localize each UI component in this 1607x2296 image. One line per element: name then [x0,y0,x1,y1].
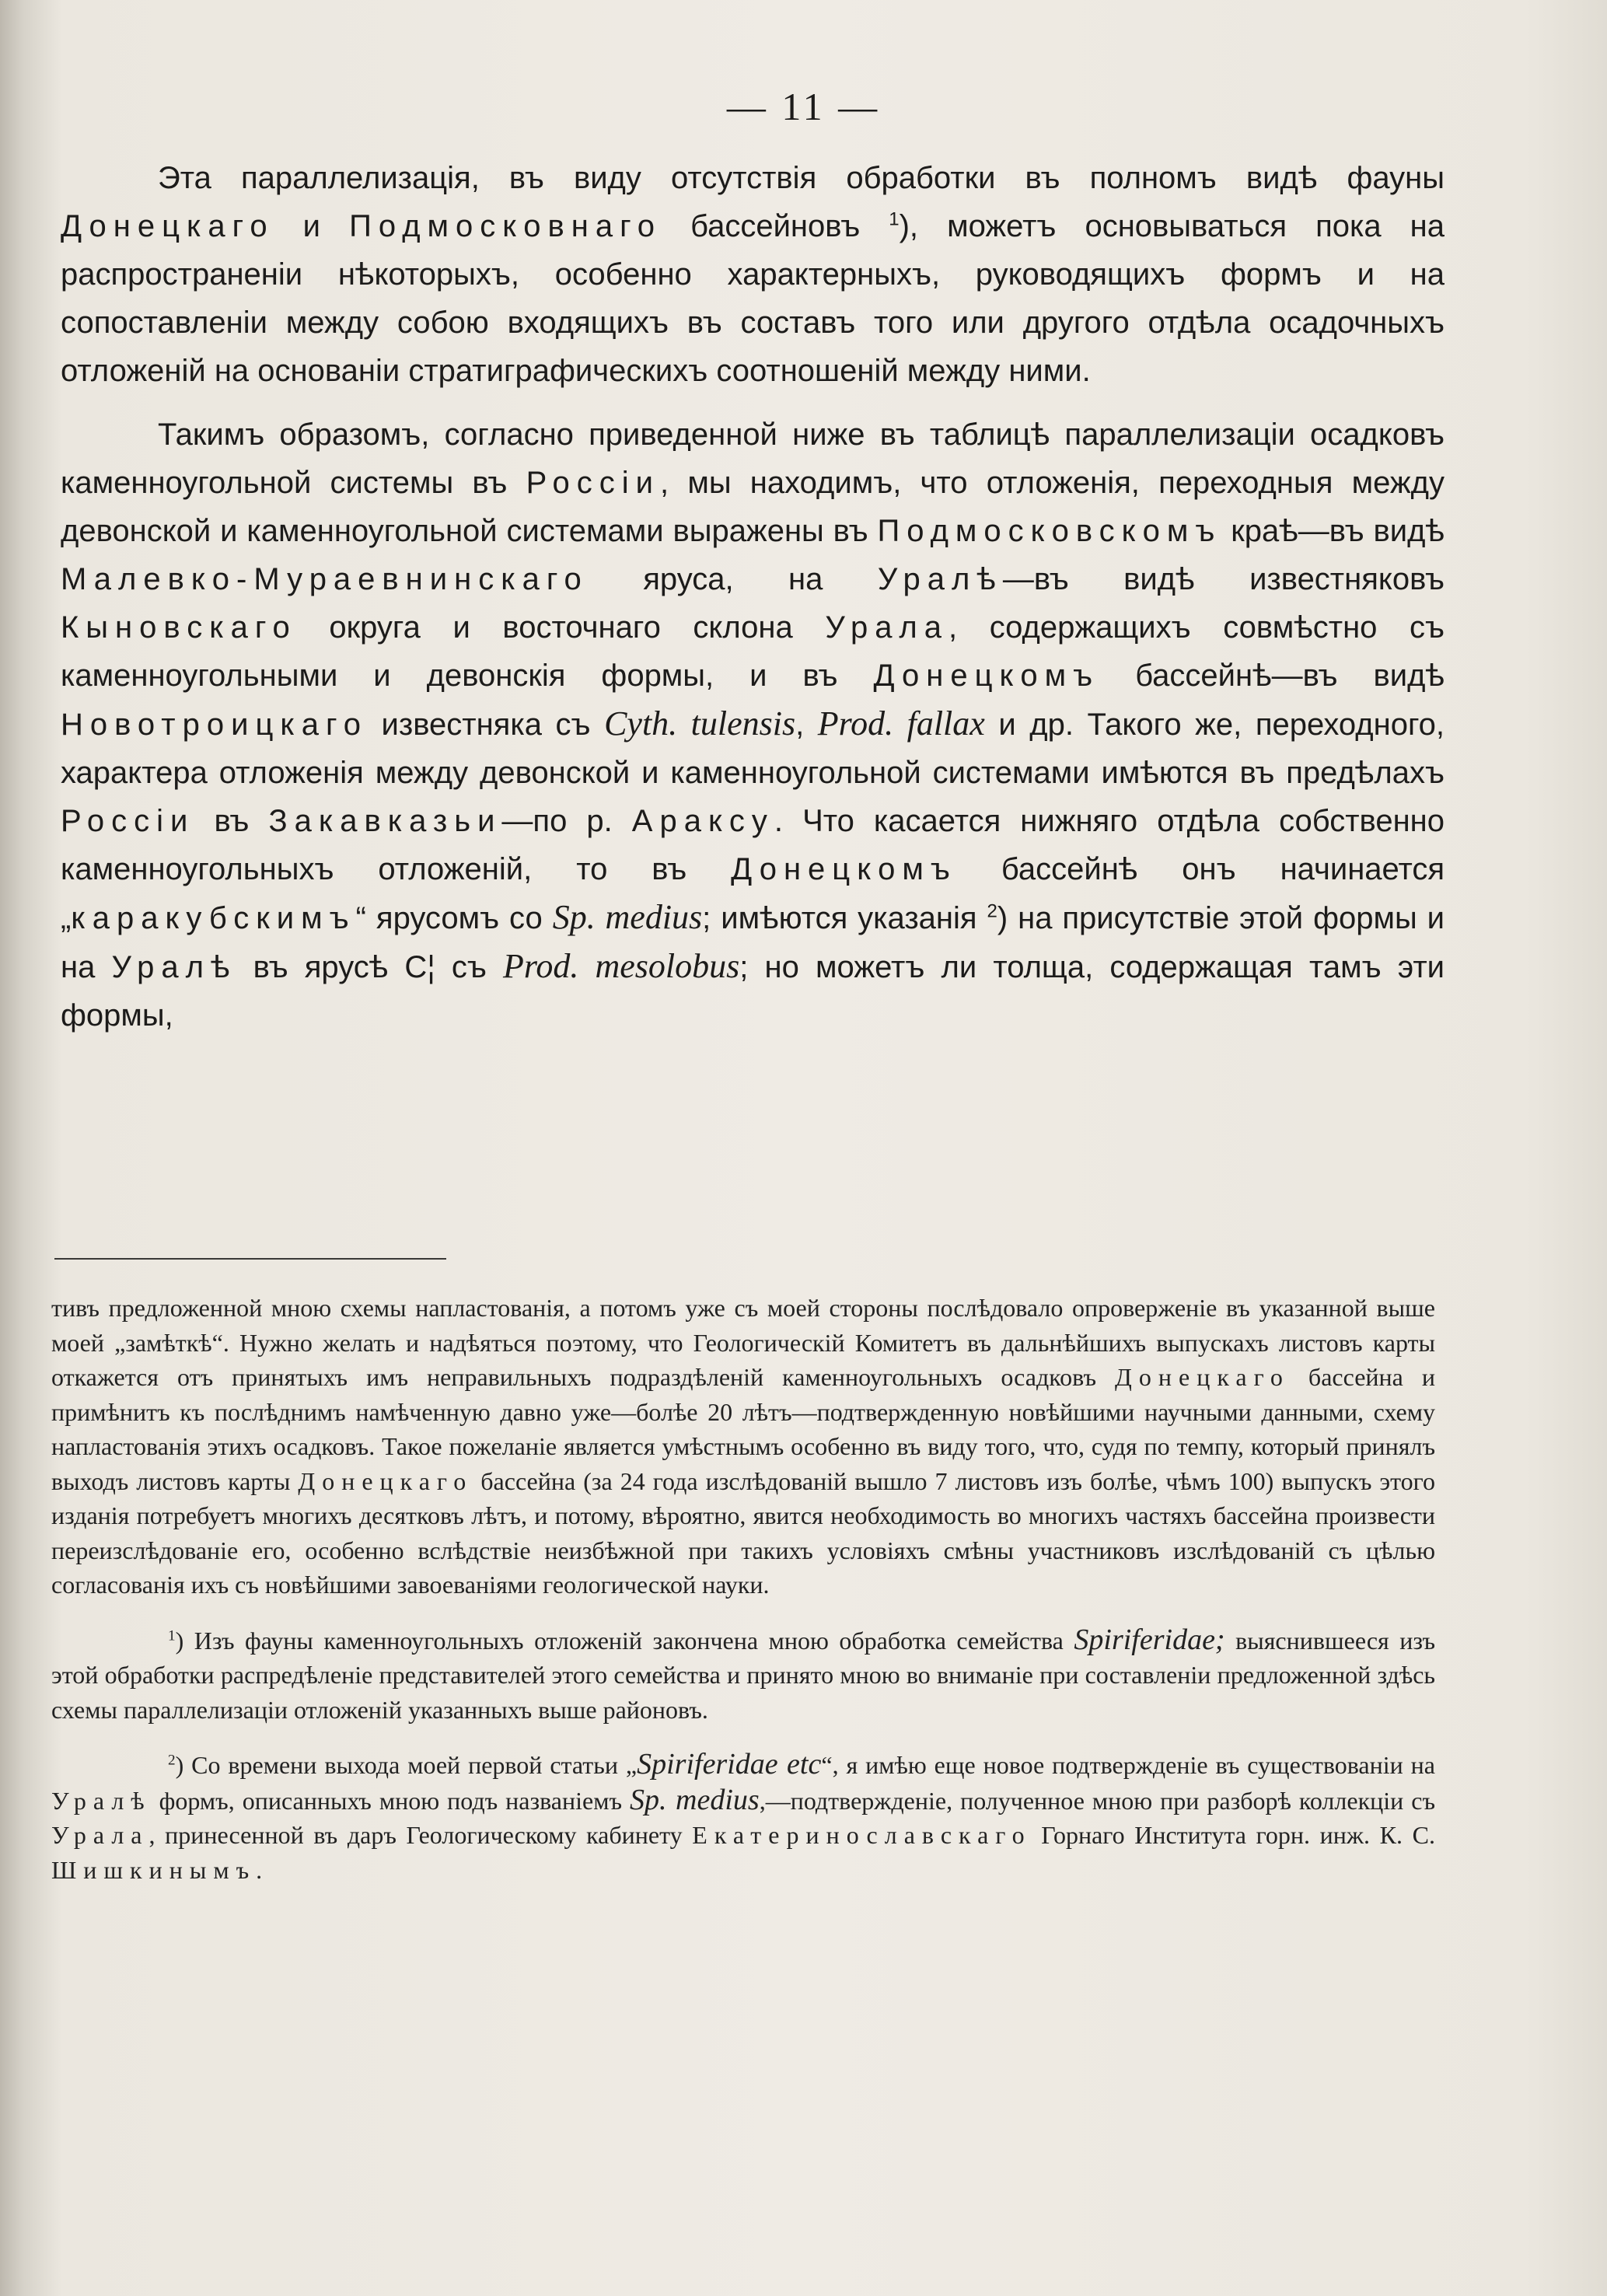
text-run: бассейна и примѣнитъ къ послѣднимъ намѣченную давно уже—болѣе 20 лѣтъ—подтвержденную новѣйшими научными данными, схему напластованія этихъ осадковъ. Такое пожеланіе является умѣстнымъ особенно въ виду того, что, судя по темпу, который принялъ выходъ листовъ карты [51,1363,1435,1495]
text-run: краѣ—въ видѣ [1221,514,1445,548]
footnote-ref: 1 [889,208,900,230]
text-run: бассейна (за 24 года изслѣдованій вышло 7 листовъ изъ болѣе, чѣмъ 100) выпускъ этого изданія потребуетъ многихъ десятковъ лѣтъ, и потому, вѣроятно, явится необходимость во многихъ частяхъ бассейна произвести переизслѣдованіе его, особенно вслѣдствіе неизбѣжной при такихъ условіяхъ смѣны участниковъ изслѣдованій съ цѣлью согласованія ихъ съ новѣйшими завоеваніями геологической науки. [51,1466,1436,1599]
spaced-term: каракубскимъ [71,901,356,935]
species-name: Prod. mesolobus [503,947,740,985]
text-run: и [274,209,350,243]
spaced-term: Донецкаго [298,1466,473,1495]
species-name: Spiriferidae; [1074,1623,1225,1656]
species-name: Sp. medius [630,1783,760,1816]
text-run: . [256,1855,263,1884]
text-run: бассейнѣ онъ начинается „ [61,852,1445,935]
spaced-term: Подмосковскомъ [877,514,1222,548]
text-run: выяснившееся изъ этой обработки распредѣленіе представителей этого семейства и принято мною во вниманіе при составленіи предложенной здѣсь схемы параллелизаціи отложеній указанныхъ выше районовъ. [51,1626,1436,1724]
text-run: —по р. [501,804,632,838]
text-run: ) Со времени выхода моей первой статьи „ [175,1751,638,1779]
text-run: Горнаго Института горн. инж. К. С. [1031,1821,1436,1849]
text-run: ), можетъ основываться пока на распространеніи нѣкоторыхъ, особенно характерныхъ, руководящихъ формъ и на сопоставленіи между собою входящихъ въ составъ того или другого отдѣла осадочныхъ отложеній на основаніи стратиграфическихъ соотношеній между ними. [61,209,1445,388]
spaced-term: Урала [825,610,949,645]
footnote-1 [51,1623,1435,1728]
text-run: въ ярусѣ C¦ съ [236,950,504,984]
paragraph-parallelization [61,154,1445,395]
text-run: ; но можетъ ли толща, содержащая тамъ эти формы, [61,950,1445,1033]
spaced-term: Донецкомъ [873,659,1100,693]
text-run: яруса, на [588,562,878,596]
species-name: Prod. fallax [817,704,985,743]
text-run: бассейновъ [662,209,889,243]
spaced-term: Урала [51,1821,149,1849]
paragraph-summary [61,411,1445,1040]
main-text [61,154,1445,1055]
spaced-term: Шишкинымъ [51,1855,257,1884]
spaced-term: Подмосковнаго [349,209,662,243]
text-run: , принесенной въ даръ Геологическому кабинету [148,1821,693,1849]
spaced-term: Донецкомъ [731,852,957,886]
spaced-term: Донецкаго [61,209,274,243]
text-run: бассейнѣ—въ видѣ [1099,659,1445,693]
spaced-term: Араксу [631,804,774,838]
spaced-term: Россіи [61,804,195,838]
text-run: , [795,708,818,742]
text-run: . Что касается нижняго отдѣла собственно каменноугольныхъ отложеній, то въ [61,804,1445,886]
spaced-term: Уралѣ [877,562,1003,596]
text-run: ; имѣются указанія [702,901,987,935]
spaced-term: Малевко-Мураевнинскаго [61,562,589,596]
spaced-term: Новотроицкаго [61,708,368,742]
text-run: и др. Такого же, переходного, характера отложенія между девонской и каменноугольной системами имѣются въ предѣлахъ [61,708,1445,790]
text-run: Такимъ образомъ, согласно приведенной ниже въ таблицѣ параллелизаціи осадковъ каменноугольной системы въ [61,418,1445,500]
text-run: “, я имѣю еще новое подтвержденіе въ существованіи на [821,1751,1435,1779]
spaced-term: Екатеринославскаго [692,1821,1032,1849]
footnote-2 [51,1747,1435,1887]
spaced-term: Закавказьи [268,804,502,838]
spaced-term: Россіи [526,466,660,500]
text-run: “ ярусомъ со [355,901,553,935]
text-run: въ [194,804,269,838]
text-run: известняка съ [367,708,605,742]
text-run: Эта параллелизація, въ виду отсутствія обработки въ полномъ видѣ фауны [158,161,1445,195]
footnote-ref: 2 [987,900,997,922]
footnote-continued [51,1291,1435,1602]
text-run: округа и восточнаго склона [296,610,826,645]
text-run: ) на присутствіе этой формы и на [61,901,1445,984]
spaced-term: Донецкаго [1115,1363,1290,1391]
text-run: ) Изъ фауны каменноугольныхъ отложеній закончена мною обработка семейства [175,1626,1074,1655]
footnote-divider [54,1258,446,1260]
species-name: Sp. medius [552,898,703,936]
text-run: тивъ предложенной мною схемы напластованія, а потомъ уже съ моей стороны послѣдовало опроверженіе въ указанной выше моей „замѣткѣ“. Нужно желать и надѣяться поэтому, что Геологическій Комитетъ въ дальнѣйшихъ выпускахъ листовъ карты откажется отъ принятыхъ имъ неправильныхъ подраздѣленій каменноугольныхъ осадковъ [51,1294,1435,1391]
footnote-marker: 2 [168,1752,176,1769]
species-name: Cyth. tulensis [604,704,796,743]
spaced-term: Уралѣ [51,1786,152,1815]
species-name: Spiriferidae etc [637,1748,822,1781]
text-run: , мы находимъ, что отложенія, переходныя между девонской и каменноугольной системами выражены въ [61,466,1445,548]
spaced-term: Уралѣ [111,950,237,984]
footnote-marker: 1 [168,1627,176,1644]
page-number: — 11 — [726,85,881,128]
spaced-term: Кыновскаго [61,610,297,645]
text-run: формъ, описанныхъ мною подъ названіемъ [151,1786,631,1815]
text-run: , содержащихъ совмѣстно съ каменноугольными и девонскія формы, и въ [61,610,1445,693]
text-run: ,—подтвержденіе, полученное мною при разборѣ коллекціи съ [759,1786,1436,1815]
text-run: —въ видѣ известняковъ [1002,562,1445,596]
footnotes [51,1291,1435,1907]
